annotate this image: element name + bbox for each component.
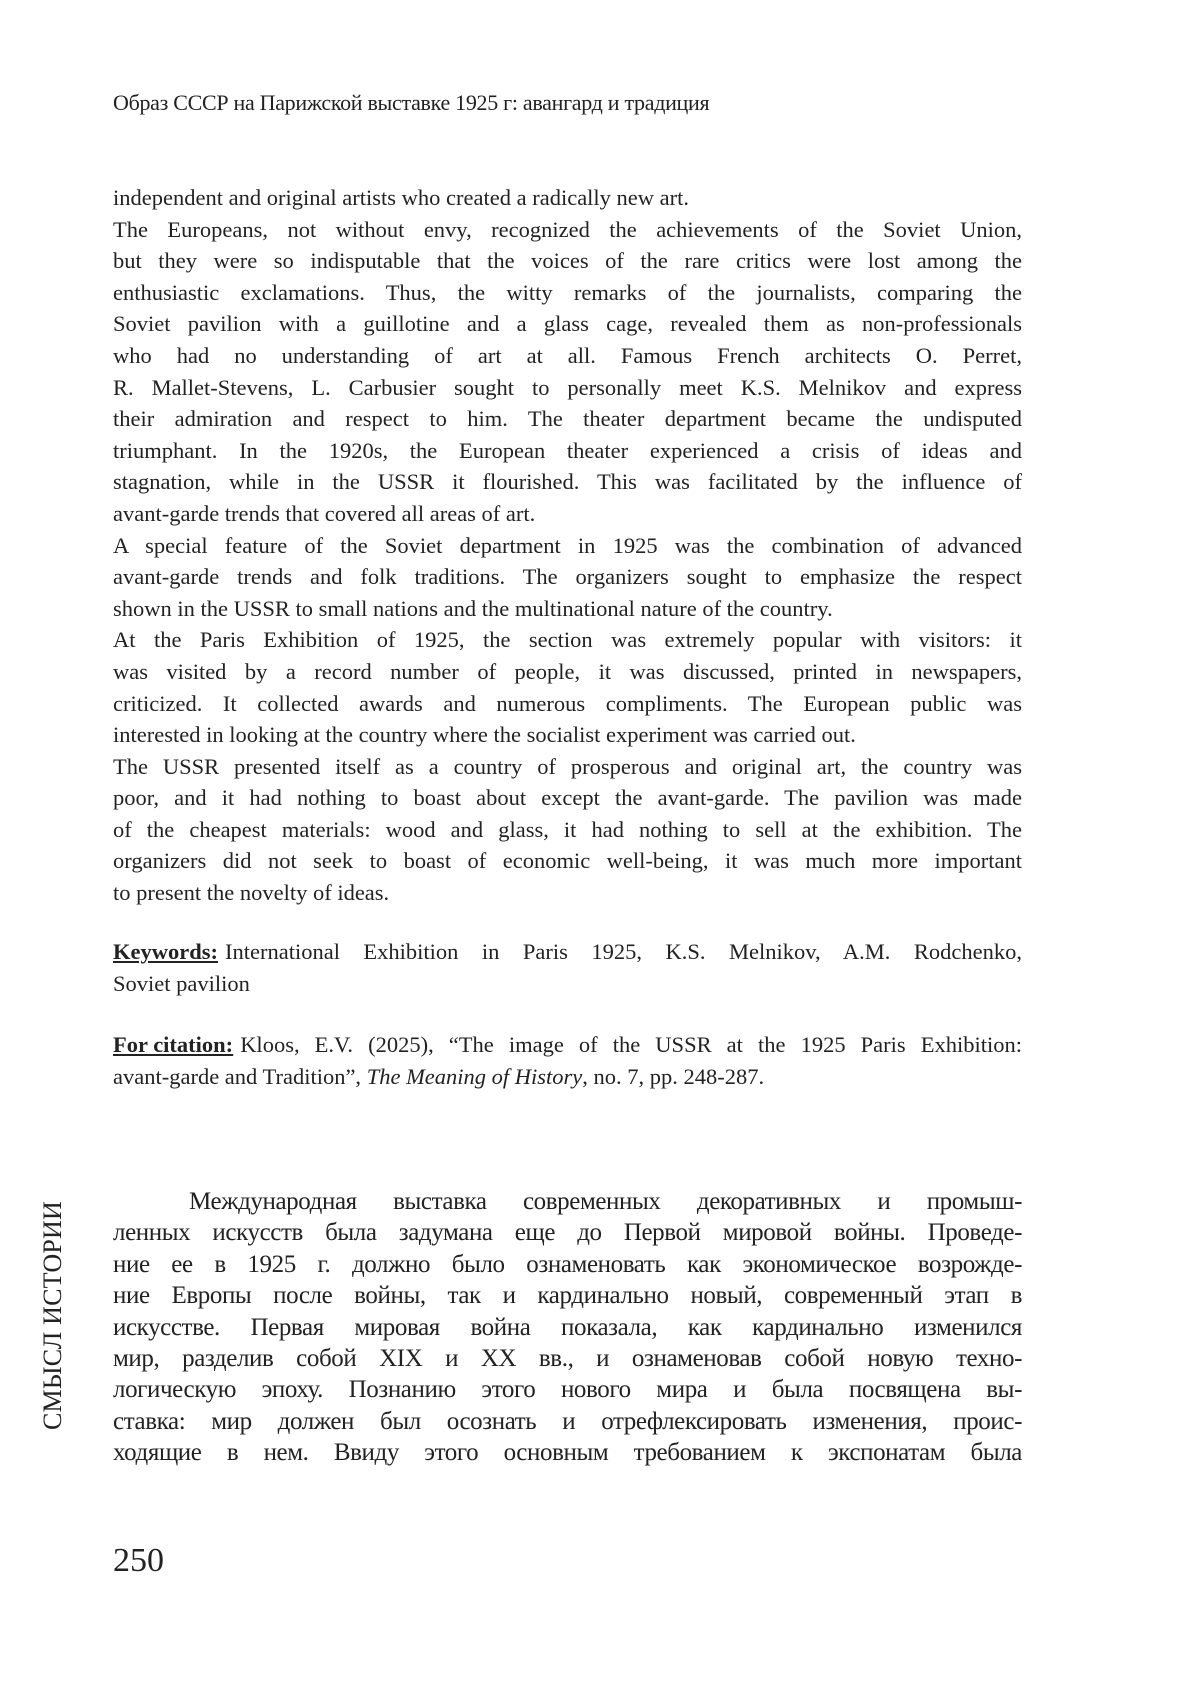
text-line: triumphant. In the 1920s, the European theater experienced a crisis of ideas and [113, 435, 1022, 467]
text-line: The Europeans, not without envy, recognized the achievements of the Soviet Union, [113, 214, 1022, 246]
text-line: their admiration and respect to him. The theater department became the undisputed [113, 403, 1022, 435]
running-title: Образ СССР на Парижской выставке 1925 г: авангард и традиция [113, 90, 709, 116]
citation [113, 1029, 1022, 1092]
text-line: organizers did not seek to boast of economic well-being, it was much more important [113, 845, 1022, 877]
citation-line [113, 1029, 1022, 1061]
text-line: The USSR presented itself as a country of prosperous and original art, the country was [113, 751, 1022, 783]
text-line: ходящие в нем. Ввиду этого основным требованием к экспонатам была [113, 1437, 1022, 1468]
text-line: логическую эпоху. Познанию этого нового мира и была посвящена вы- [113, 1374, 1022, 1405]
keywords-line [113, 936, 1022, 968]
text-line: avant-garde trends and folk traditions. The organizers sought to emphasize the respect [113, 561, 1022, 593]
text-line: but they were so indisputable that the voices of the rare critics were lost among the [113, 245, 1022, 277]
text-line: Международная выставка современных декоративных и промыш- [113, 1186, 1022, 1217]
text-line: independent and original artists who created a radically new art. [113, 182, 1022, 214]
text-line: of the cheapest materials: wood and glass, it had nothing to sell at the exhibition. The [113, 814, 1022, 846]
page-number: 250 [113, 1542, 164, 1580]
text-line: Soviet pavilion with a guillotine and a glass cage, revealed them as non-professionals [113, 308, 1022, 340]
text-line: was visited by a record number of people, it was discussed, printed in newspapers, [113, 656, 1022, 688]
text-line: stagnation, while in the USSR it flourished. This was facilitated by the influence of [113, 466, 1022, 498]
journal-side-label: СМЫСЛ ИСТОРИИ [38, 1201, 68, 1430]
citation-text: avant-garde and Tradition”, [113, 1064, 367, 1089]
text-line: ние Европы после войны, так и кардинально новый, современный этап в [113, 1280, 1022, 1311]
text-line: ставка: мир должен был осознать и отрефлексировать изменения, проис- [113, 1406, 1022, 1437]
citation-label: For citation: [113, 1029, 233, 1061]
abstract-text [113, 182, 1022, 909]
text-line: A special feature of the Soviet department in 1925 was the combination of advanced [113, 530, 1022, 562]
text-line: искусстве. Первая мировая война показала, как кардинально изменился [113, 1312, 1022, 1343]
text-line: who had no understanding of art at all. Famous French architects O. Perret, [113, 340, 1022, 372]
text-line: мир, разделив собой XIX и XX вв., и ознаменовав собой новую техно- [113, 1343, 1022, 1374]
text-line: At the Paris Exhibition of 1925, the section was extremely popular with visitors: it [113, 624, 1022, 656]
article-body [113, 1186, 1022, 1469]
text-line: to present the novelty of ideas. [113, 877, 1022, 909]
text-line: R. Mallet-Stevens, L. Carbusier sought to personally meet K.S. Melnikov and express [113, 372, 1022, 404]
citation-text: , no. 7, pp. 248-287. [582, 1064, 764, 1089]
text-line: enthusiastic exclamations. Thus, the witty remarks of the journalists, comparing the [113, 277, 1022, 309]
citation-text: Kloos, E.V. (2025), “The image of the USSR at the 1925 Paris Exhibition: [240, 1029, 1022, 1061]
text-line: ние ее в 1925 г. должно было ознаменовать как экономическое возрожде- [113, 1249, 1022, 1280]
text-line: interested in looking at the country where the socialist experiment was carried out. [113, 719, 1022, 751]
keywords-text: Soviet pavilion [113, 968, 1022, 1000]
keywords [113, 936, 1022, 999]
citation-line [113, 1061, 1022, 1093]
text-line: avant-garde trends that covered all areas of art. [113, 498, 1022, 530]
text-line: shown in the USSR to small nations and the multinational nature of the country. [113, 593, 1022, 625]
journal-title: The Meaning of History [367, 1064, 583, 1089]
keywords-text: International Exhibition in Paris 1925, K.S. Melnikov, A.M. Rodchenko, [225, 936, 1022, 968]
text-line: criticized. It collected awards and numerous compliments. The European public was [113, 688, 1022, 720]
keywords-label: Keywords: [113, 936, 218, 968]
text-line: ленных искусств была задумана еще до Первой мировой войны. Проведе- [113, 1217, 1022, 1248]
text-line: poor, and it had nothing to boast about except the avant-garde. The pavilion was made [113, 782, 1022, 814]
